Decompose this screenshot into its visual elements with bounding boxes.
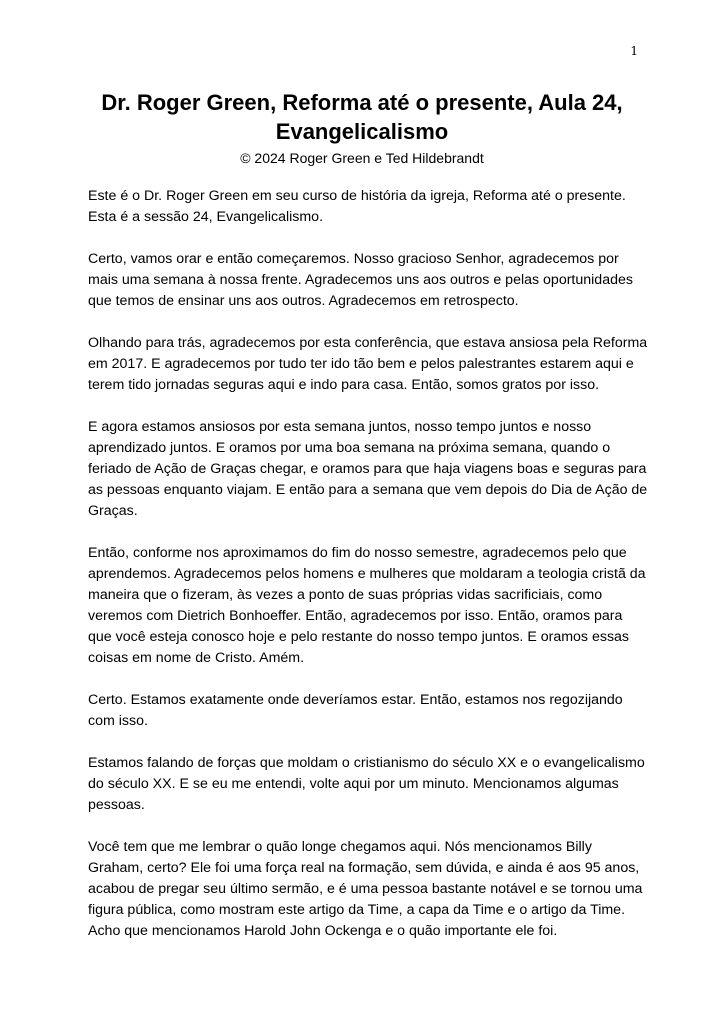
copyright-notice: © 2024 Roger Green e Ted Hildebrandt [240, 150, 484, 166]
title-line-2: Evangelicalismo [275, 119, 449, 144]
paragraph: Este é o Dr. Roger Green em seu curso de história da igreja, Reforma até o presente. Esta é a sessão 24, Evangelicalismo. [88, 188, 626, 225]
paragraph: Certo, vamos orar e então começaremos. Nosso gracioso Senhor, agradecemos por mais uma semana à nossa frente. Agradecemos uns aos outros e pelas oportunidades que temos de ensinar uns aos outros. Agradecemos em retrospecto. [88, 251, 633, 309]
page-title [60, 88, 664, 146]
paragraph: Certo. Estamos exatamente onde deveríamos estar. Então, estamos nos regozijando com isso. [88, 692, 623, 729]
paragraph: Então, conforme nos aproximamos do fim do nosso semestre, agradecemos pelo que aprendemos. Agradecemos pelos homens e mulheres que moldaram a teologia cristã da maneira que o fizeram, às vezes a ponto de suas próprias vidas sacrificiais, como veremos com Dietrich Bonhoeffer. Então, agradecemos por isso. Então, oramos para que você esteja conosco hoje e pelo restante do nosso tempo juntos. E oramos essas coisas em nome de Cristo. Amém. [88, 545, 646, 666]
paragraph: E agora estamos ansiosos por esta semana juntos, nosso tempo juntos e nosso aprendizado juntos. E oramos por uma boa semana na próxima semana, quando o feriado de Ação de Graças chegar, e oramos para que haja viagens boas e seguras para as pessoas enquanto viajam. E então para a semana que vem depois do Dia de Ação de Graças. [88, 419, 648, 519]
page-number: 1 [630, 44, 638, 58]
paragraph: Você tem que me lembrar o quão longe chegamos aqui. Nós mencionamos Billy Graham, certo? Ele foi uma força real na formação, sem dúvida, e ainda é aos 95 anos, acabou de pregar seu último sermão, e é uma pessoa bastante notável e se tornou uma figura pública, como mostram este artigo da Time, a capa da Time e o artigo da Time. Acho que mencionamos Harold John Ockenga e o quão importante ele foi. [88, 839, 643, 939]
document-body [88, 186, 648, 963]
paragraph: Estamos falando de forças que moldam o cristianismo do século XX e o evangelicalismo do século XX. E se eu me entendi, volte aqui por um minuto. Mencionamos algumas pessoas. [88, 755, 645, 813]
paragraph: Olhando para trás, agradecemos por esta conferência, que estava ansiosa pela Reforma em 2017. E agradecemos por tudo ter ido tão bem e pelos palestrantes estarem aqui e terem tido jornadas seguras aqui e indo para casa. Então, somos gratos por isso. [88, 335, 648, 393]
title-line-1: Dr. Roger Green, Reforma até o presente, Aula 24, [101, 90, 623, 115]
